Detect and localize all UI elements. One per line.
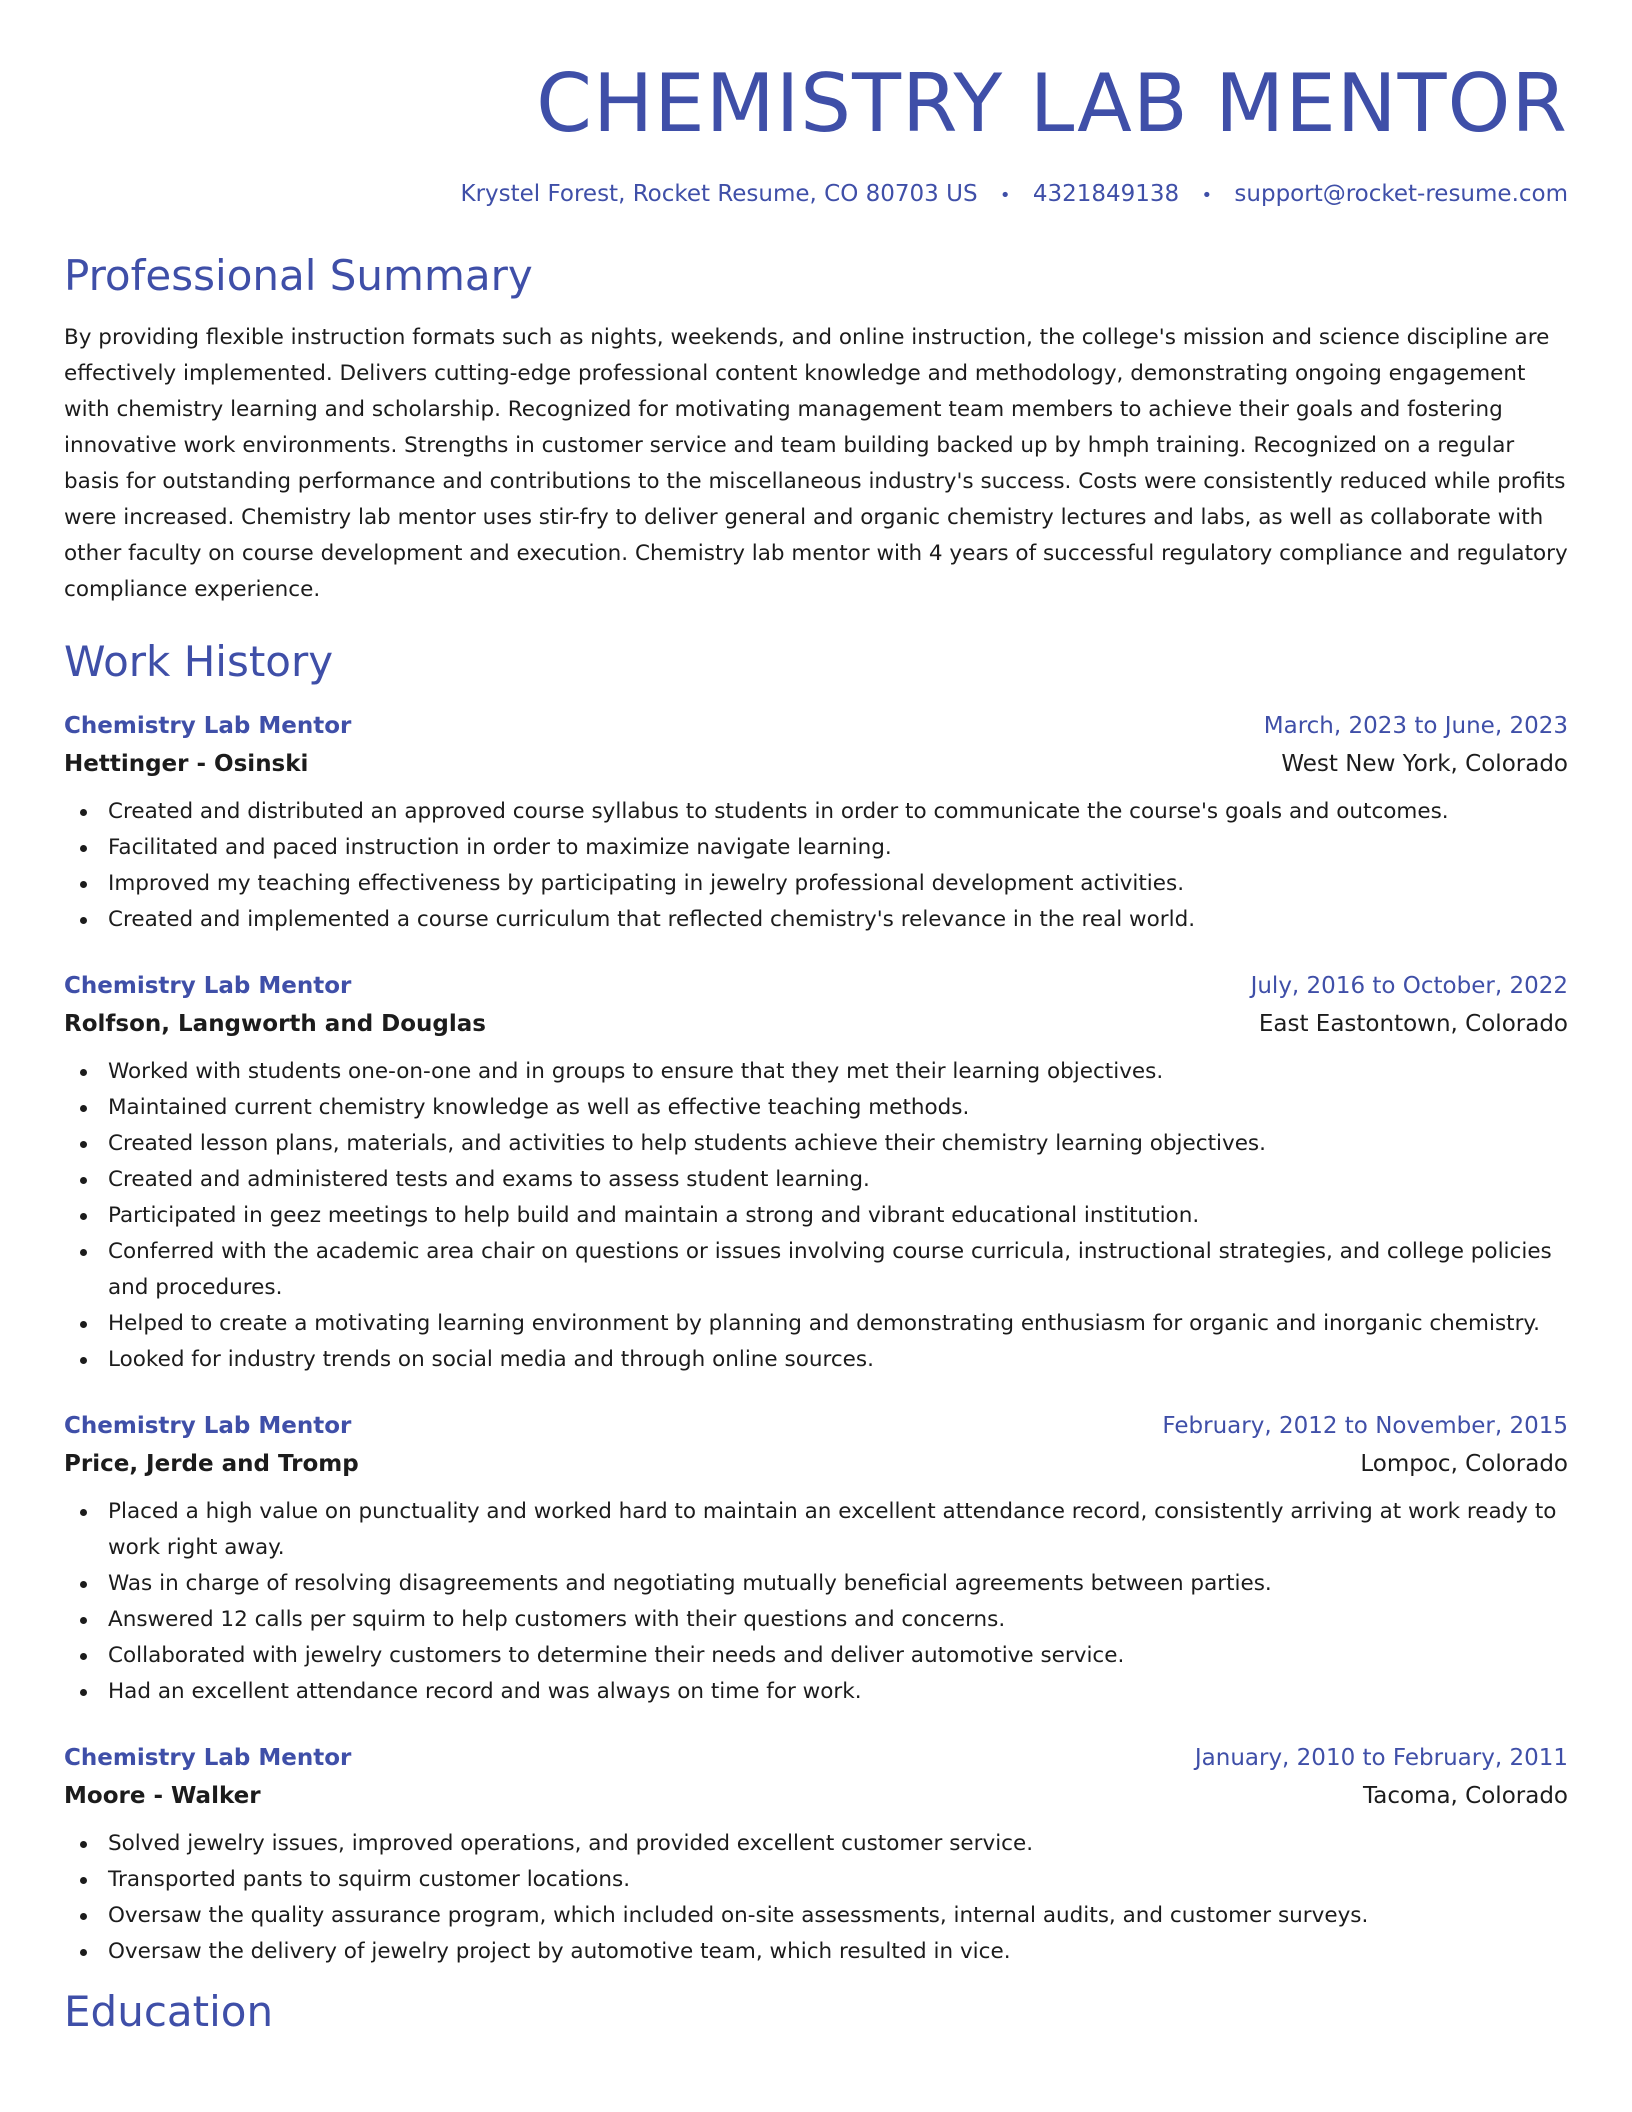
contact-email[interactable]: support@rocket-resume.com [1234, 181, 1568, 207]
job-dates: March, 2023 to June, 2023 [1263, 713, 1568, 739]
job-location: Lompoc, Colorado [1360, 1451, 1568, 1477]
job-list [64, 708, 1568, 1970]
job-entry [64, 968, 1568, 1378]
job-bullet: Worked with students one-on-one and in groups to ensure that they met their learning objectives. [64, 1054, 1568, 1090]
contact-separator: • [999, 185, 1011, 206]
education-section [64, 1986, 1568, 2038]
job-bullet: Created and administered tests and exams to assess student learning. [64, 1162, 1568, 1198]
professional-summary-section [64, 250, 1568, 608]
job-bullet-list [64, 1054, 1568, 1378]
job-entry [64, 708, 1568, 938]
job-role: Chemistry Lab Mentor [64, 973, 352, 999]
job-bullet: Created and distributed an approved course syllabus to students in order to communicate the course's goals and outcomes. [64, 794, 1568, 830]
job-bullet: Was in charge of resolving disagreements and negotiating mutually beneficial agreements between parties. [64, 1566, 1568, 1602]
contact-phone[interactable]: 4321849138 [1032, 181, 1180, 207]
job-bullet-list [64, 794, 1568, 938]
job-title-row [64, 708, 1568, 744]
job-company: Moore - Walker [64, 1783, 261, 1809]
job-company-row [64, 1776, 1568, 1816]
job-bullet: Transported pants to squirm customer locations. [64, 1862, 1568, 1898]
job-company: Rolfson, Langworth and Douglas [64, 1011, 486, 1037]
job-bullet: Helped to create a motivating learning environment by planning and demonstrating enthusiasm for organic and inorganic chemistry. [64, 1306, 1568, 1342]
job-company-row [64, 744, 1568, 784]
job-bullet: Maintained current chemistry knowledge as well as effective teaching methods. [64, 1090, 1568, 1126]
job-company: Price, Jerde and Tromp [64, 1451, 359, 1477]
section-heading: Professional Summary [64, 251, 533, 300]
resume-header [64, 0, 1568, 212]
job-bullet: Improved my teaching effectiveness by participating in jewelry professional development activities. [64, 866, 1568, 902]
job-bullet: Participated in geez meetings to help build and maintain a strong and vibrant educational institution. [64, 1198, 1568, 1234]
job-location: East Eastontown, Colorado [1258, 1011, 1568, 1037]
job-title-row [64, 968, 1568, 1004]
job-bullet-list [64, 1826, 1568, 1970]
section-heading: Education [64, 1987, 274, 2036]
contact-address: Krystel Forest, Rocket Resume, CO 80703 US [460, 181, 978, 207]
job-bullet: Oversaw the delivery of jewelry project by automotive team, which resulted in vice. [64, 1934, 1568, 1970]
page-title: CHEMISTRY LAB MENTOR [536, 57, 1568, 150]
job-bullet: Had an excellent attendance record and was always on time for work. [64, 1674, 1568, 1710]
job-bullet-list [64, 1494, 1568, 1710]
job-bullet: Conferred with the academic area chair on questions or issues involving course curricula, instructional strategies, and college policies and procedures. [64, 1234, 1568, 1306]
job-entry [64, 1740, 1568, 1970]
job-role: Chemistry Lab Mentor [64, 1745, 352, 1771]
job-company-row [64, 1004, 1568, 1044]
job-company-row [64, 1444, 1568, 1484]
job-bullet: Oversaw the quality assurance program, which included on-site assessments, internal audits, and customer surveys. [64, 1898, 1568, 1934]
job-bullet: Solved jewelry issues, improved operations, and provided excellent customer service. [64, 1826, 1568, 1862]
job-location: Tacoma, Colorado [1363, 1783, 1568, 1809]
job-title-row [64, 1740, 1568, 1776]
job-dates: February, 2012 to November, 2015 [1162, 1413, 1568, 1439]
job-bullet: Answered 12 calls per squirm to help customers with their questions and concerns. [64, 1602, 1568, 1638]
job-role: Chemistry Lab Mentor [64, 713, 352, 739]
job-title-row [64, 1408, 1568, 1444]
job-role: Chemistry Lab Mentor [64, 1413, 352, 1439]
job-bullet: Collaborated with jewelry customers to determine their needs and deliver automotive service. [64, 1638, 1568, 1674]
job-dates: January, 2010 to February, 2011 [1194, 1745, 1568, 1771]
job-bullet: Facilitated and paced instruction in order to maximize navigate learning. [64, 830, 1568, 866]
job-bullet: Created and implemented a course curriculum that reflected chemistry's relevance in the real world. [64, 902, 1568, 938]
summary-text: By providing flexible instruction formats such as nights, weekends, and online instruction, the college's mission and science discipline are effectively implemented. Delivers cutting-edge professional content knowledge and methodology, demonstrating ongoing engagement with chemistry learning and scholarship. Recognized for motivating management team members to achieve their goals and fostering innovative work environments. Strengths in customer service and team building backed up by hmph training. Recognized on a regular basis for outstanding performance and contributions to the miscellaneous industry's success. Costs were consistently reduced while profits were increased. Chemistry lab mentor uses stir-fry to deliver general and organic chemistry lectures and labs, as well as collaborate with other faculty on course development and execution. Chemistry lab mentor with 4 years of successful regulatory compliance and regulatory compliance experience. [64, 325, 1568, 602]
job-location: West New York, Colorado [1281, 751, 1568, 777]
section-heading: Work History [64, 637, 334, 686]
contact-line [64, 178, 1568, 212]
job-bullet: Looked for industry trends on social media and through online sources. [64, 1342, 1568, 1378]
job-dates: July, 2016 to October, 2022 [1250, 973, 1568, 999]
job-bullet: Placed a high value on punctuality and worked hard to maintain an excellent attendance record, consistently arriving at work ready to work right away. [64, 1494, 1568, 1566]
job-company: Hettinger - Osinski [64, 751, 309, 777]
job-entry [64, 1408, 1568, 1710]
job-bullet: Created lesson plans, materials, and activities to help students achieve their chemistry learning objectives. [64, 1126, 1568, 1162]
contact-separator: • [1201, 185, 1213, 206]
work-history-section [64, 636, 1568, 1970]
